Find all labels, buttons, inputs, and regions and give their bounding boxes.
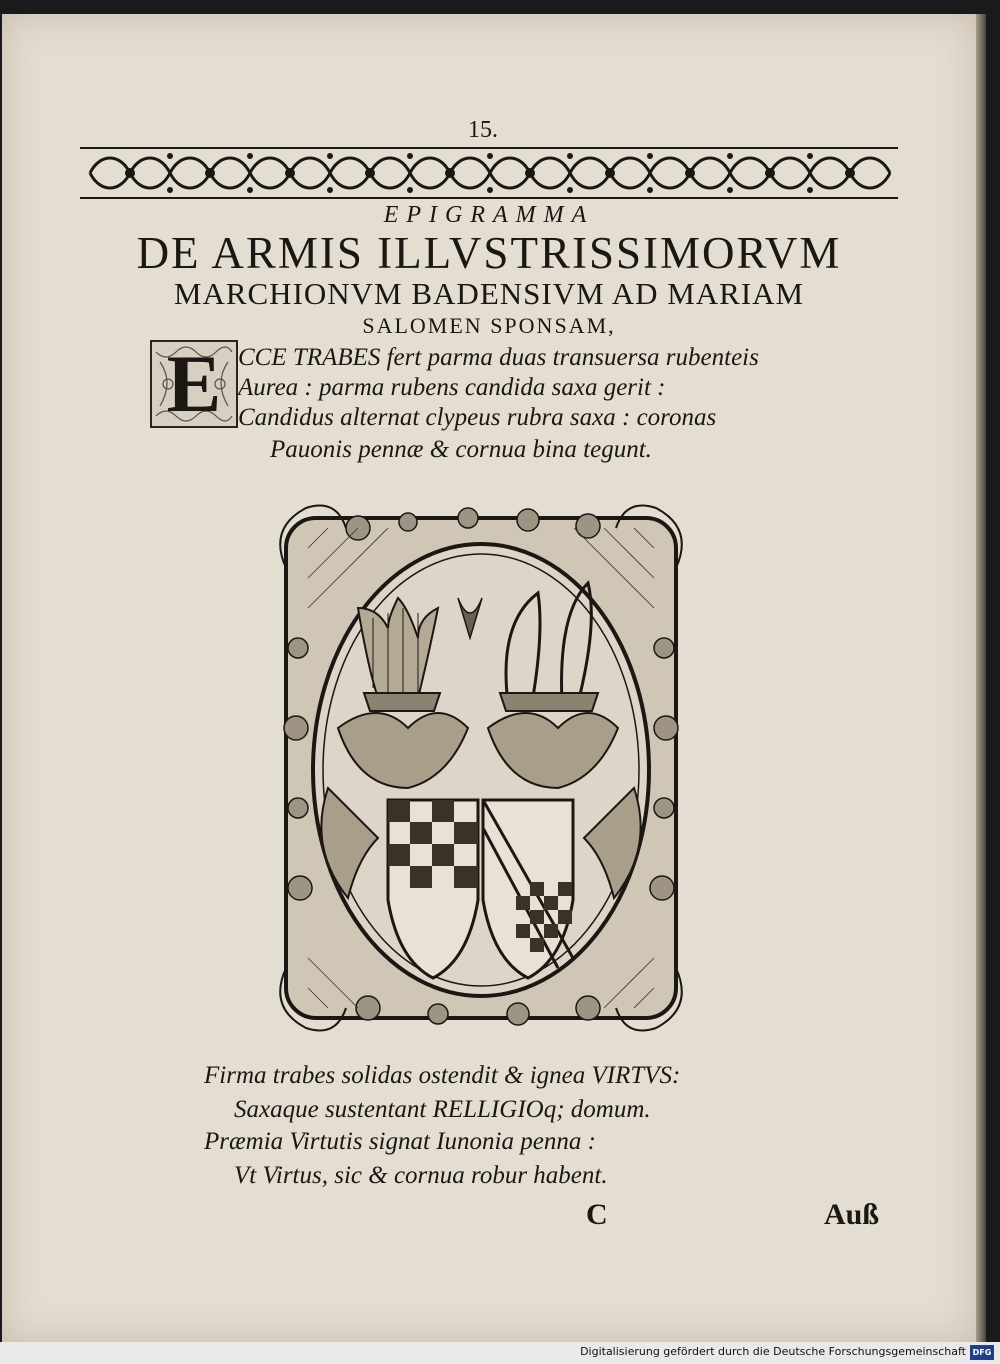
verse-2-line-3: Præmia Virtutis signat Iunonia penna : bbox=[204, 1128, 596, 1155]
verse-1-line-4: Pauonis pennæ & cornua bina tegunt. bbox=[270, 436, 652, 463]
coat-of-arms-woodcut bbox=[268, 488, 694, 1040]
initial-letter: E bbox=[166, 338, 222, 429]
decorated-initial bbox=[150, 340, 238, 428]
page-number: 15. bbox=[468, 117, 498, 143]
verse-2-line-4: Vt Virtus, sic & cornua robur habent. bbox=[234, 1162, 608, 1189]
footer-credit: Digitalisierung gefördert durch die Deutsche Forschungsgemeinschaft bbox=[580, 1345, 966, 1358]
verse-1-line-3: Candidus alternat clypeus rubra saxa : coronas bbox=[238, 404, 717, 431]
footer-bar bbox=[0, 1342, 1000, 1364]
verse-2-line-1: Firma trabes solidas ostendit & ignea VIRTVS: bbox=[204, 1062, 681, 1089]
catchword: Auß bbox=[824, 1198, 880, 1231]
verse-1-line-1: CCE TRABES fert parma duas transuersa rubenteis bbox=[238, 344, 759, 371]
verse-1-line-2: Aurea : parma rubens candida saxa gerit : bbox=[238, 374, 666, 401]
ornamental-border-band bbox=[80, 142, 898, 204]
dfg-logo-icon: DFG bbox=[970, 1345, 994, 1360]
title-line-2: MARCHIONVM BADENSIVM AD MARIAM bbox=[173, 276, 805, 311]
title-line-3: SALOMEN SPONSAM, bbox=[362, 313, 616, 338]
heading-epigramma: EPIGRAMMA bbox=[383, 202, 595, 228]
title-line-1: DE ARMIS ILLVSTRISSIMORVM bbox=[136, 228, 842, 278]
verse-2-line-2: Saxaque sustentant RELLIGIOq; domum. bbox=[234, 1096, 651, 1123]
signature-mark: C bbox=[586, 1198, 608, 1231]
book-edge bbox=[976, 14, 986, 1342]
book-page bbox=[2, 14, 976, 1342]
